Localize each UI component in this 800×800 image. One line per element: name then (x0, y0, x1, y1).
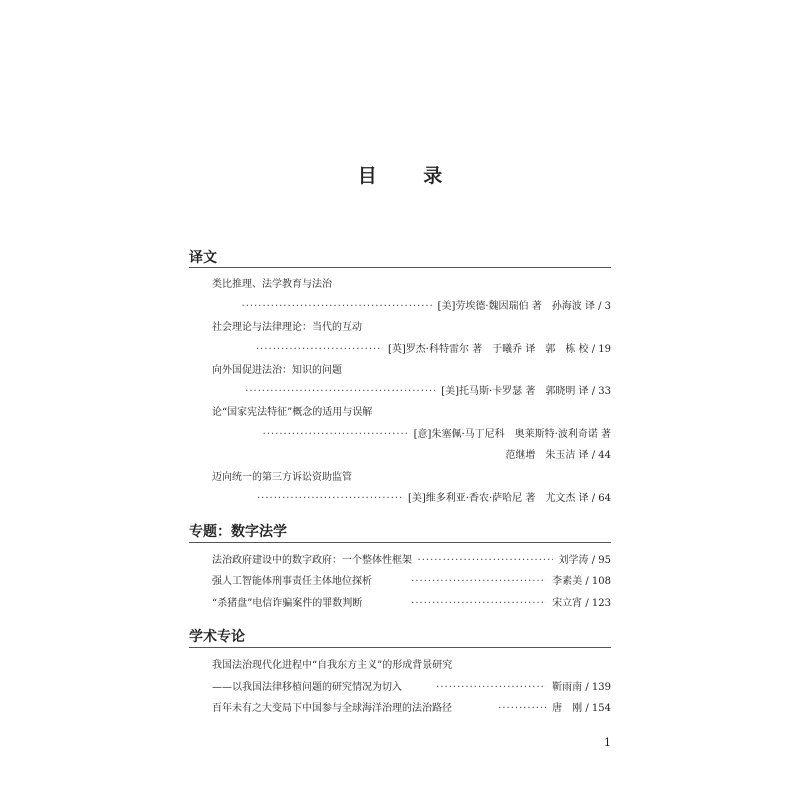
toc-entry-credit-line (212, 299, 611, 315)
footer-page-number: 1 (604, 736, 611, 749)
toc-entry-credit-line (212, 491, 611, 507)
toc-entry[interactable] (212, 574, 611, 590)
section-heading-digital-law: 专题：数字法学 (189, 524, 287, 540)
toc-entry[interactable] (212, 470, 611, 486)
dot-leader (436, 680, 546, 696)
toc-entry-sep: / (582, 682, 592, 693)
toc-entry-credit-line (212, 342, 611, 358)
toc-entry-credit: [英]罗杰·科特雷尔 著 于曦乔 译 郭 栋 校 (388, 344, 589, 355)
toc-entry-page: 154 (591, 703, 611, 714)
toc-entry-credit: 靳雨南 (552, 682, 583, 693)
toc-entry-sep: / (588, 344, 599, 355)
toc-entry-credit: [意]朱塞佩·马丁尼科 奥莱斯特·波利奇诺 著 (413, 429, 611, 440)
toc-entry-credit: 唐 刚 (552, 703, 583, 714)
toc-entry-sep: / (588, 450, 599, 461)
toc-entry-title: 我国法治现代化进程中“自我东方主义”的形成背景研究 (212, 660, 453, 671)
dot-leader (411, 596, 546, 612)
toc-entry-title: 向外国促进法治：知识的问题 (212, 365, 342, 376)
toc-entry-page: 139 (591, 682, 611, 693)
section-rule (189, 647, 611, 648)
section-heading-academic-essays: 学术专论 (189, 629, 245, 645)
toc-entry[interactable] (212, 320, 611, 336)
section-rule (189, 542, 611, 543)
page-title: 目 录 (357, 165, 463, 187)
toc-entry-sep: / (588, 555, 599, 566)
toc-entry-sep: / (588, 493, 599, 504)
dot-leader (256, 342, 382, 358)
toc-entry-sep: / (588, 386, 599, 397)
dot-leader (257, 491, 402, 507)
toc-entry-credit: [美]维多利亚·香农·萨哈尼 著 尤文杰 译 (408, 493, 589, 504)
toc-entry-title: 类比推理、法学教育与法治 (212, 279, 332, 290)
toc-entry-title: 强人工智能体刑事责任主体地位探析 (212, 576, 372, 587)
toc-entry[interactable] (212, 596, 611, 612)
toc-entry[interactable] (212, 553, 611, 569)
toc-entry-subtitle: ——以我国法律移植问题的研究情况为切入 (212, 682, 402, 693)
toc-entry[interactable] (212, 701, 611, 717)
toc-entry-page: 95 (598, 555, 611, 566)
toc-entry[interactable] (212, 277, 611, 293)
toc-entry-page: 3 (604, 301, 611, 312)
toc-entry-title: 迈向统一的第三方诉讼资助监管 (212, 472, 352, 483)
toc-entry-sep: / (594, 301, 605, 312)
toc-entry-subtitle-line (212, 680, 611, 696)
toc-entry-sep: / (582, 703, 592, 714)
toc-entry-title: 百年未有之大变局下中国参与全球海洋治理的法治路径 (212, 703, 452, 714)
toc-entry-credit-line-2 (212, 448, 611, 464)
toc-entry-page: 33 (598, 386, 611, 397)
section-rule (189, 267, 611, 268)
toc-entry[interactable] (212, 363, 611, 379)
toc-entry-page: 123 (591, 598, 611, 609)
toc-entry-title: 论“国家宪法特征”概念的适用与误解 (212, 407, 373, 418)
toc-entry-page: 44 (598, 450, 611, 461)
toc-entry-credit: 刘学涛 (558, 555, 589, 566)
toc-entry-page: 64 (598, 493, 611, 504)
dot-leader (263, 427, 408, 443)
toc-entry-page: 19 (598, 344, 611, 355)
toc-entry[interactable] (212, 405, 611, 421)
toc-entry-credit: [美]劳埃德·魏因瑞伯 著 孙海波 译 (437, 301, 595, 312)
toc-entry-title: 社会理论与法律理论：当代的互动 (212, 322, 362, 333)
toc-entry-credit-line (212, 427, 611, 443)
dot-leader (242, 299, 432, 315)
toc-entry-page: 108 (591, 576, 611, 587)
toc-entry-title: 法治政府建设中的数字政府：一个整体性框架 (212, 555, 412, 566)
toc-entry-title: “杀猪盘”电信诈骗案件的罪数判断 (212, 598, 363, 609)
toc-entry-credit: 李素美 (552, 576, 583, 587)
toc-entry[interactable] (212, 658, 611, 674)
section-heading-translations: 译文 (189, 250, 217, 266)
dot-leader (411, 574, 546, 590)
toc-entry-credit: 范继增 朱玉洁 译 (505, 450, 589, 461)
dot-leader (498, 701, 546, 717)
toc-entry-credit: [美]托马斯·卡罗瑟 著 郭晓明 译 (441, 386, 589, 397)
toc-entry-credit-line (212, 384, 611, 400)
dot-leader (245, 384, 435, 400)
dot-leader (418, 553, 553, 569)
toc-entry-sep: / (582, 576, 592, 587)
toc-entry-credit: 宋立宵 (552, 598, 583, 609)
toc-entry-sep: / (582, 598, 592, 609)
